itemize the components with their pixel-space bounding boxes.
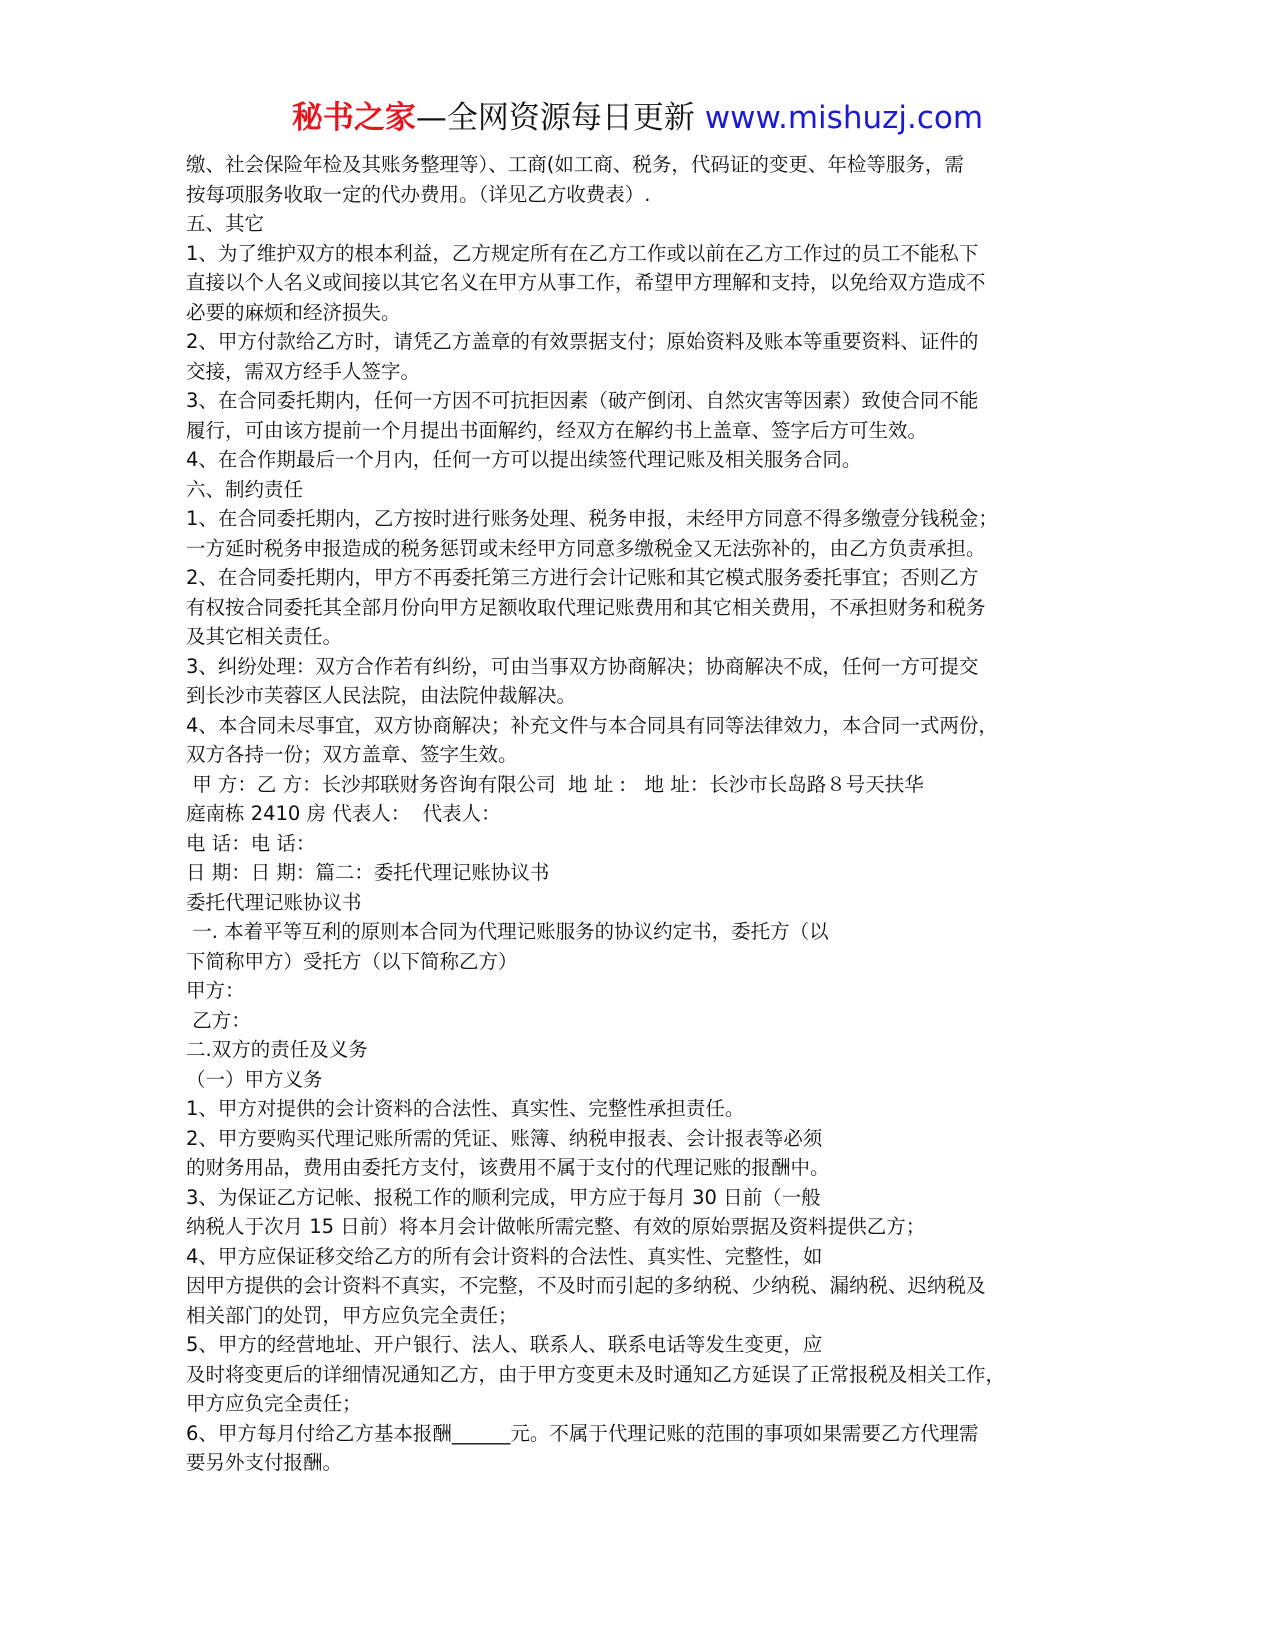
text-line: 必要的麻烦和经济损失。	[186, 300, 401, 324]
text-line: 下简称甲方）受托方（以下简称乙方）	[186, 949, 518, 973]
text-line: 一. 本着平等互利的原则本合同为代理记账服务的协议约定书，委托方（以	[186, 920, 829, 943]
site-header	[0, 98, 1275, 138]
text-line: 有权按合同委托其全部月份向甲方足额收取代理记账费用和其它相关费用，不承担财务和税务	[186, 595, 986, 619]
text-line: 1、在合同委托期内，乙方按时进行账务处理、税务申报，未经甲方同意不得多缴壹分钱税金；	[186, 507, 998, 530]
text-line: 双方各持一份；双方盖章、签字生效。	[186, 743, 518, 766]
text-line: 1、甲方对提供的会计资料的合法性、真实性、完整性承担责任。	[186, 1097, 745, 1120]
text-line: 3、在合同委托期内，任何一方因不可抗拒因素（破产倒闭、自然灾害等因素）致使合同不能	[186, 389, 979, 412]
text-line: 4、甲方应保证移交给乙方的所有会计资料的合法性、真实性、完整性，如	[186, 1244, 823, 1268]
header-url[interactable]: www.mishuzj.com	[704, 100, 984, 136]
section-heading: 二.双方的责任及义务	[186, 1038, 368, 1061]
text-line: 及其它相关责任。	[186, 625, 343, 648]
document-body	[186, 150, 1096, 1478]
text-line: 直接以个人名义或间接以其它名义在甲方从事工作，希望甲方理解和支持，以免给双方造成不	[186, 271, 986, 294]
section-heading: 五、其它	[186, 212, 265, 235]
text-line: 及时将变更后的详细情况通知乙方，由于甲方变更未及时通知乙方延误了正常报税及相关工作，	[186, 1362, 1006, 1386]
text-line: 缴、社会保险年检及其账务整理等）、工商(如工商、税务，代码证的变更、年检等服务，需	[186, 153, 964, 176]
header-brand: 秘书之家	[291, 100, 416, 136]
text-line: 3、为保证乙方记帐、报税工作的顺利完成，甲方应于每月 30 日前（一般	[186, 1185, 821, 1209]
text-line: 要另外支付报酬。	[186, 1451, 343, 1474]
text-line: 5、甲方的经营地址、开户银行、法人、联系人、联系电话等发生变更，应	[186, 1333, 823, 1356]
text-line: 1、为了维护双方的根本利益，乙方规定所有在乙方工作或以前在乙方工作过的员工不能私下	[186, 241, 979, 265]
signature-line: 电 话：电 话：	[186, 831, 316, 855]
signature-line: 日 期：日 期：篇二：委托代理记账协议书	[186, 861, 550, 884]
text-line: 2、甲方要购买代理记账所需的凭证、账簿、纳税申报表、会计报表等必须	[186, 1126, 823, 1150]
text-line: 乙方：	[186, 1008, 251, 1032]
text-line: 3、纠纷处理：双方合作若有纠纷，可由当事双方协商解决；协商解决不成，任何一方可提交	[186, 654, 979, 678]
text-line: 6、甲方每月付给乙方基本报酬______元。不属于代理记账的范围的事项如果需要乙方代理需	[186, 1421, 979, 1445]
text-line: 4、本合同未尽事宜，双方协商解决；补充文件与本合同具有同等法律效力，本合同一式两份，	[186, 713, 998, 737]
text-line: 2、在合同委托期内，甲方不再委托第三方进行会计记账和其它模式服务委托事宜；否则乙方	[186, 566, 979, 589]
text-line: 交接，需双方经手人签字。	[186, 359, 421, 383]
text-line: 相关部门的处罚，甲方应负完全责任；	[186, 1303, 518, 1327]
text-line: 4、在合作期最后一个月内，任何一方可以提出续签代理记账及相关服务合同。	[186, 448, 862, 471]
subsection-heading: （一）甲方义务	[186, 1067, 323, 1091]
header-tagline: —全网资源每日更新	[415, 100, 705, 136]
text-line: 的财务用品，费用由委托方支付，该费用不属于支付的代理记账的报酬中。	[186, 1156, 830, 1179]
text-line: 因甲方提供的会计资料不真实，不完整，不及时而引起的多纳税、少纳税、漏纳税、迟纳税及	[186, 1274, 986, 1297]
text-line: 履行，可由该方提前一个月提出书面解约，经双方在解约书上盖章、签字后方可生效。	[186, 418, 928, 442]
text-line: 到长沙市芙蓉区人民法院，由法院仲裁解决。	[186, 684, 577, 707]
text-line: 甲方：	[186, 979, 245, 1002]
text-line: 2、甲方付款给乙方时，请凭乙方盖章的有效票据支付；原始资料及账本等重要资料、证件的	[186, 330, 979, 353]
signature-line: 庭南栋 2410 房 代表人： 代表人：	[186, 802, 501, 825]
text-line: 纳税人于次月 15 日前）将本月会计做帐所需完整、有效的原始票据及资料提供乙方；	[186, 1215, 926, 1238]
document-title: 委托代理记账协议书	[186, 890, 362, 914]
section-heading: 六、制约责任	[186, 477, 304, 501]
text-line: 按每项服务收取一定的代办费用。（详见乙方收费表）.	[186, 182, 651, 206]
signature-line: 甲 方：乙 方：长沙邦联财务咨询有限公司 地 址 : 地 址：长沙市长岛路８号天扶华	[186, 772, 924, 796]
text-line: 一方延时税务申报造成的税务惩罚或未经甲方同意多缴税金又无法弥补的，由乙方负责承担。	[186, 536, 986, 560]
text-line: 甲方应负完全责任；	[186, 1392, 362, 1415]
